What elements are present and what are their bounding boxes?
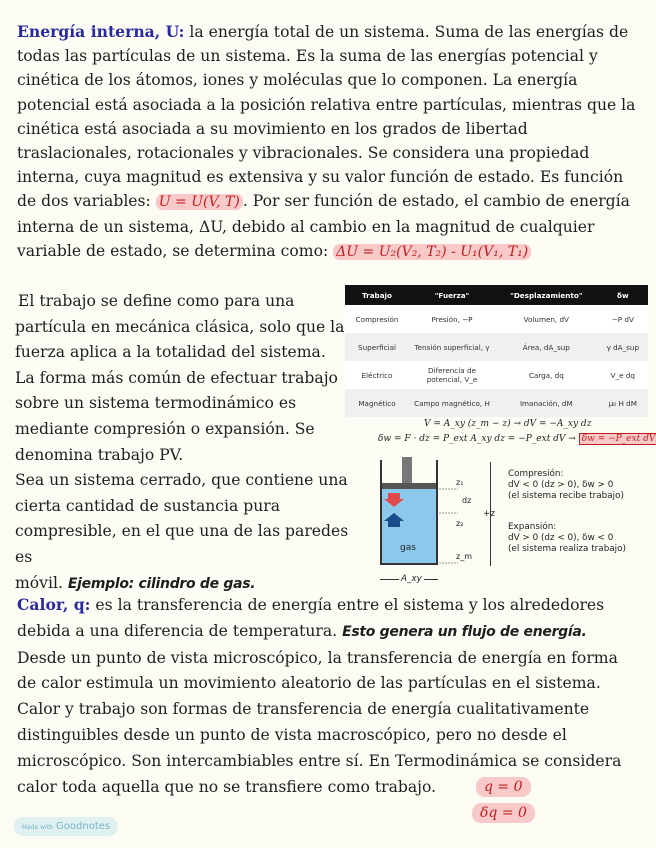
goodnotes-badge: Made with Goodnotes [14, 817, 118, 836]
work-pv-boxed-formula: δw = −P_ext dV [579, 433, 656, 445]
energia-interna-term: Energía interna, U: [17, 22, 185, 41]
piston-rod [402, 457, 412, 483]
formula-delta-u: ΔU = U₂(V₂, T₂) - U₁(V₁, T₁) [333, 244, 531, 260]
table-header-row [345, 285, 648, 305]
table-row: Magnético Campo magnético, H Imanación, dM μ₀ H dM [345, 389, 648, 417]
width-label: A_xy [401, 574, 422, 584]
calor-term: Calor, q: [17, 595, 91, 614]
z1-label: z₁ [456, 478, 464, 487]
volume-equation: V = A_xy (z_m − z) → dV = −A_xy dz [424, 419, 592, 429]
piston-plate [382, 483, 436, 489]
work-equation: δw = F · dz = P_ext A_xy dz = −P_ext dV → δw = −P_ext dV [378, 434, 656, 444]
trabajo-paragraph: El trabajo se define como para una partícula en mecánica clásica, solo que la fuerza aplica a la totalidad del sistema. La forma más común de efectuar trabajo sobre un sistema termodinámico es mediante compresión o expansión. Se denomina trabajo PV. Sea un sistema cerrado, que contiene una cierta cantidad de sustancia pura compresible, en el que una de las paredes es móvil. Ejemplo: cilindro de gas. [15, 292, 349, 592]
dz-label: dz [462, 496, 472, 505]
handwritten-flow-note: Esto genera un flujo de energía. [342, 623, 587, 640]
table-header: "Fuerza" [409, 285, 495, 305]
table-header: δw [598, 285, 648, 305]
gas-label: gas [400, 543, 416, 553]
table-header: Trabajo [345, 285, 409, 305]
table-row: Superficial Tensión superficial, γ Área, dA_sup γ dA_sup [345, 333, 648, 361]
formula-dq-zero: δq = 0 [472, 803, 535, 823]
table-header: "Desplazamiento" [495, 285, 598, 305]
calor-paragraph: Calor, q: es la transferencia de energía entre el sistema y los alrededores debida a una diferencia de temperatura. Esto genera un flujo de energía. Desde un punto de vista microscópico, la transferencia de energía en forma de calor estimula un movimiento aleatorio de las partículas en el sistema. Calor y trabajo son formas de transferencia de energía cualitativamente distinguibles desde un punto de vista macroscópico, pero no desde el microscópico. Son intercambiables entre sí. En Termodinámica se considera calor toda aquella que no se transfiere como trabajo. [17, 595, 622, 796]
compresion-note: Compresión: dV < 0 (dz > 0), δw > 0 (el sistema recibe trabajo) [508, 469, 624, 501]
goodnotes-logo-text: Goodnotes [56, 821, 111, 832]
handwritten-example-note: Ejemplo: cilindro de gas. [67, 575, 256, 592]
work-types-table [345, 285, 648, 417]
formula-q-zero: q = 0 [476, 777, 531, 797]
expansion-note: Expansión: dV > 0 (dz < 0), δw < 0 (el sistema realiza trabajo) [508, 522, 626, 554]
energia-interna-paragraph: Energía interna, U: la energía total de un sistema. Suma de las energías de todas las partículas de un sistema. Es la suma de las energías potencial y cinética de los átomos, iones y moléculas que lo componen. La energía potencial está asociada a la posición relativa entre partículas, mientras que la cinética está asociada a su movimiento en los grados de libertad traslacionales, rotacionales y vibracionales. Se considera una propiedad interna, cuya magnitud es extensiva y su valor función de estado. Es función de dos variables: U = U(V, T) . Por ser función de estado, el cambio de energía interna de un sistema, ΔU, debido al cambio en la magnitud de cualquier variable de estado, se determina como: ΔU = U₂(V₂, T₂) - U₁(V₁, T₁) [17, 22, 636, 260]
formula-u-state-function: U = U(V, T) [156, 194, 243, 210]
zm-label: z_m [456, 552, 472, 561]
z-axis-label: +z [483, 509, 495, 519]
table-row: Compresión Presión, −P Volumen, dV −P dV [345, 305, 648, 333]
table-row: Eléctrico Diferencia de potencial, V_e Carga, dq V_e dq [345, 361, 648, 389]
z2-label: z₂ [456, 519, 464, 528]
